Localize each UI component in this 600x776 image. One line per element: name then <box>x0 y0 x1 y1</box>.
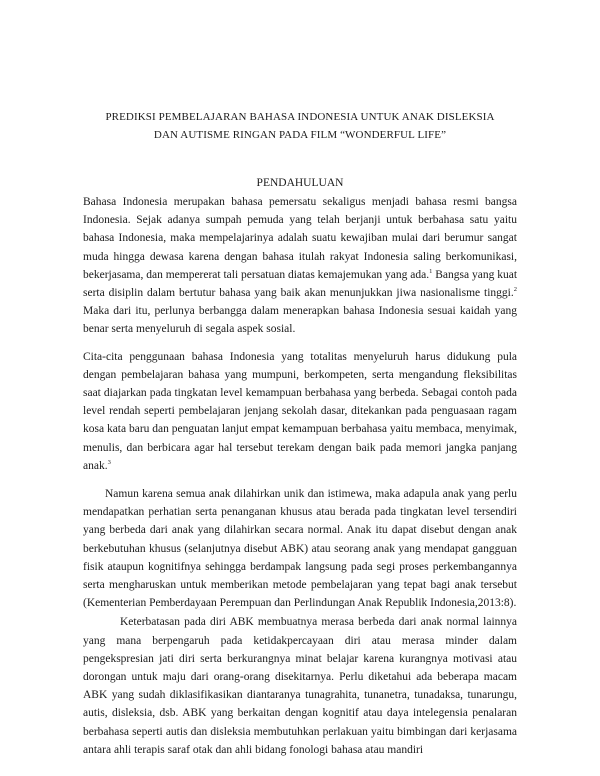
paragraph-1 <box>83 193 517 339</box>
document-title <box>60 108 540 144</box>
footnote-ref-1: 1 <box>429 267 433 275</box>
title-line-2: DAN AUTISME RINGAN PADA FILM “WONDERFUL LIFE” <box>153 129 447 141</box>
paragraph-2-text: Cita-cita penggunaan bahasa Indonesia yang totalitas menyeluruh harus didukung pula dengan pembelajaran bahasa yang mumpuni, berkompeten, serta mengandung fleksibilitas saat diajarkan pada tingkatan level kemampuan berbahasa yang berbeda. Sebagai contoh pada level rendah seperti pembelajaran jenjang sekolah dasar, ditekankan pada penguasaan ragam kosa kata baru dan penguatan lanjut empat kemampuan berbahasa yaitu membaca, menyimak, menulis, dan berbicara agar hal tersebut terekam dengan baik pada memori jangka panjang anak. <box>83 350 517 472</box>
section-heading: PENDAHULUAN <box>256 177 344 189</box>
paragraph-4: Keterbatasan pada diri ABK membuatnya merasa berbeda dari anak normal lainnya yang mana berpengaruh pada ketidakpercayaan diri atau merasa minder dalam pengekspresian jati diri serta berkurangnya minat belajar karena kurangnya motivasi atau dorongan untuk maju dari orang-orang disekitarnya. Perlu diketahui ada beberapa macam ABK yang sudah diklasifikasikan diantaranya tunagrahita, tunanetra, tunadaksa, tunarungu, autis, disleksia, dsb. ABK yang berkaitan dengan kognitif atau daya intelegensia penalaran berbahasa seperti autis dan disleksia membutuhkan perlakuan yaitu bimbingan dari kerjasama antara ahli terapis saraf otak dan ahli bidang fonologi bahasa atau mandiri <box>83 616 517 756</box>
footnote-ref-2: 2 <box>513 286 517 294</box>
paragraph-1-part-b: Bangsa yang kuat serta disiplin dalam bertutur bahasa yang baik akan menunjukkan jiwa nasionalisme tinggi. <box>83 268 518 300</box>
paragraph-3: Namun karena semua anak dilahirkan unik dan istimewa, maka adapula anak yang perlu mendapatkan perhatian serta penanganan khusus atau berada pada tingkatan level tersendiri yang berbeda dari anak yang dilahirkan secara normal. Anak itu dapat disebut dengan anak berkebutuhan khusus (selanjutnya disebut ABK) atau seorang anak yang mendapat gangguan fisik ataupun kognitifnya sehingga berdampak langsung pada segi proses perkembangannya serta mengharuskan untuk memberikan metode pembelajaran yang tepat bagi anak tersebut (Kementerian Pemberdayaan Perempuan dan Perlindungan Anak Republik Indonesia,2013:8). <box>83 488 517 610</box>
paragraph-1-part-a: Bahasa Indonesia merupakan bahasa pemersatu sekaligus menjadi bahasa resmi bangsa Indonesia. Sejak adanya sumpah pemuda yang telah berjanji untuk berbahasa satu yaitu bahasa Indonesia, maka mempelajarinya adalah suatu kewajiban mulai dari berumur sangat muda hingga dewasa karena dengan bahasa itulah rakyat Indonesia saling berkomunikasi, bekerjasama, dan mempererat tali persatuan diatas kemajemukan yang ada. <box>83 196 517 281</box>
body-text <box>83 193 517 759</box>
paragraph-1-part-c: Maka dari itu, perlunya berbangga dalam menerapkan bahasa Indonesia sesuai kaidah yang benar serta menyeluruh di segala aspek sosial. <box>83 305 517 336</box>
paragraph-2 <box>83 348 517 475</box>
footnote-ref-3: 3 <box>107 458 111 466</box>
title-line-1: PREDIKSI PEMBELAJARAN BAHASA INDONESIA UNTUK ANAK DISLEKSIA <box>105 111 495 123</box>
